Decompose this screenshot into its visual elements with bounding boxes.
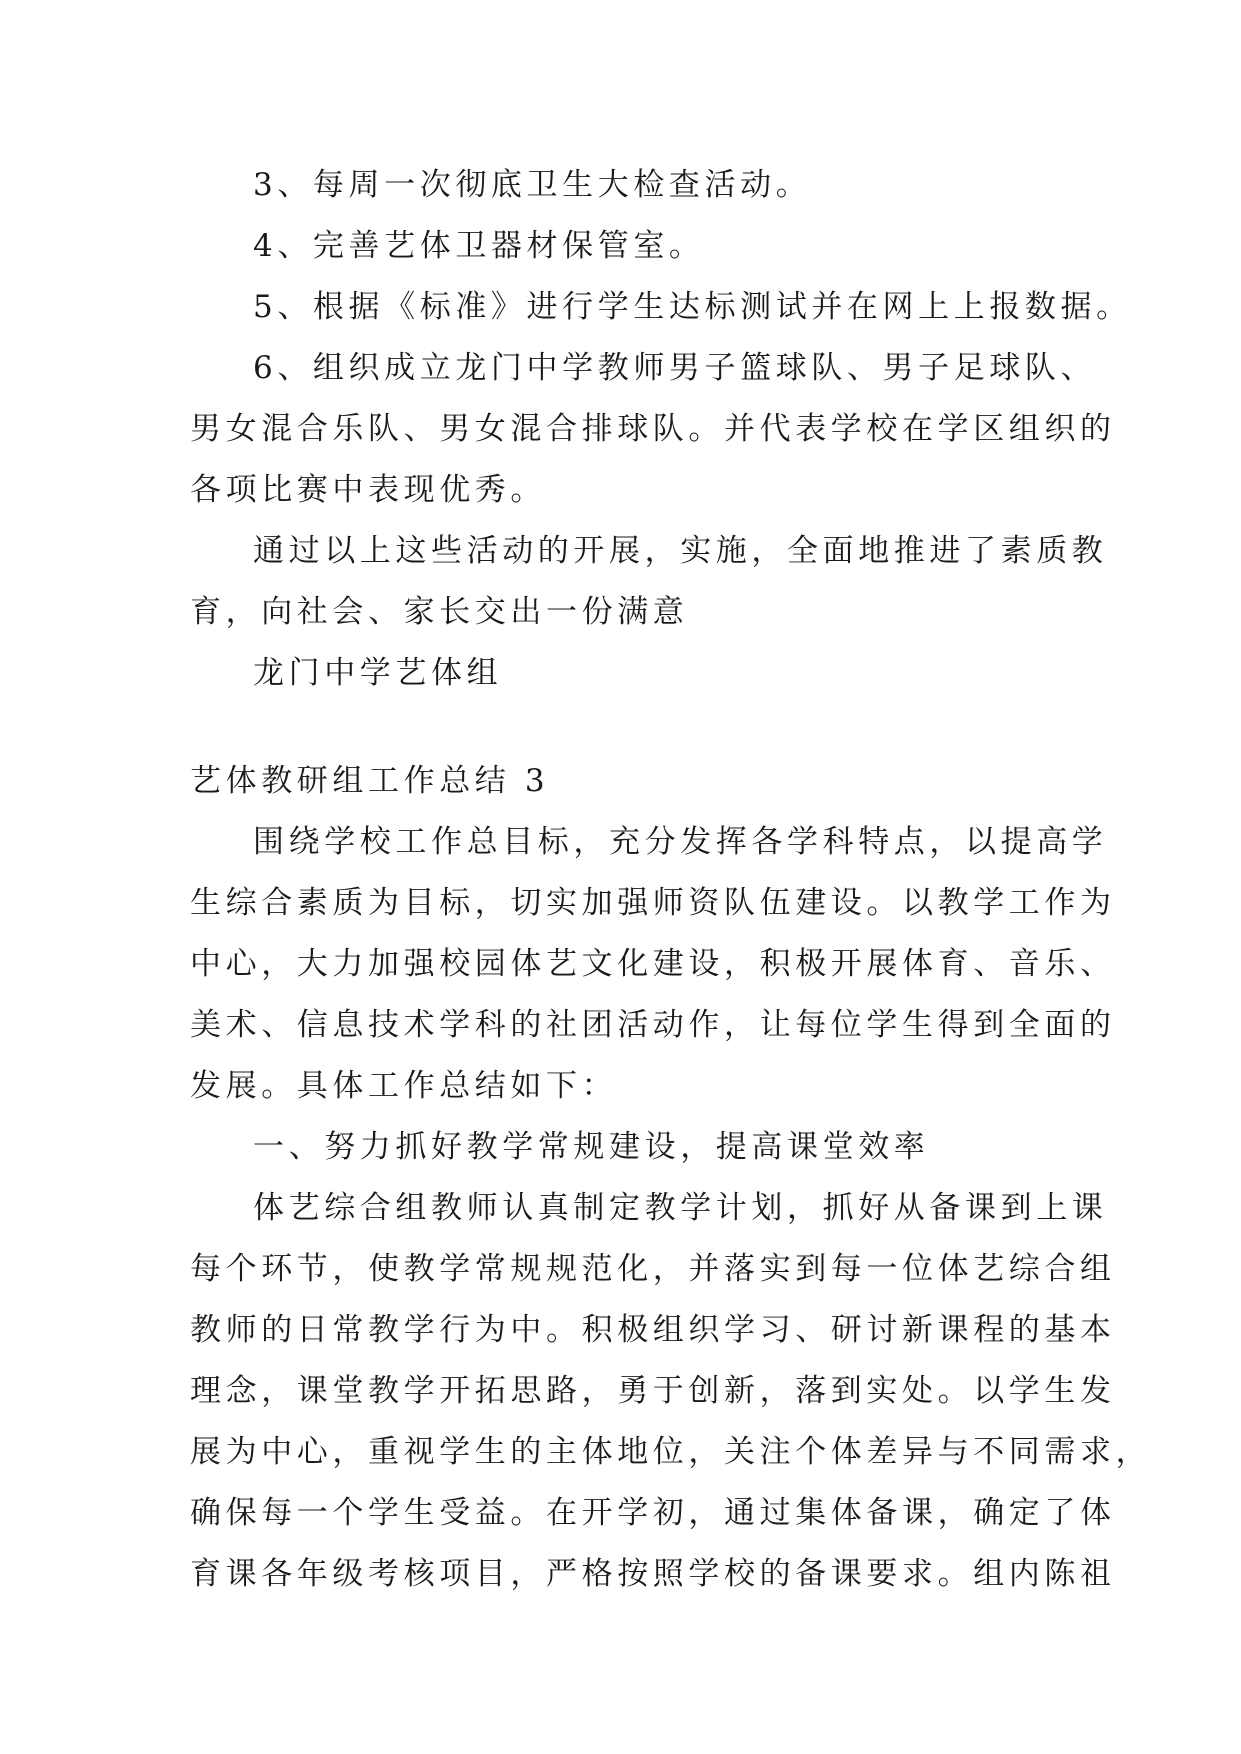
- signature-line: 龙门中学艺体组: [253, 655, 503, 691]
- paragraph-line: 各项比赛中表现优秀。: [190, 472, 546, 508]
- paragraph-line: 体艺综合组教师认真制定教学计划，抓好从备课到上课: [253, 1190, 1108, 1226]
- paragraph-line: 美术、信息技术学科的社团活动作，让每位学生得到全面的: [190, 1007, 1116, 1043]
- list-item-4: 4、完善艺体卫器材保管室。: [253, 228, 705, 264]
- paragraph-line: 育，向社会、家长交出一份满意: [190, 594, 689, 630]
- paragraph-line: 中心，大力加强校园体艺文化建设，积极开展体育、音乐、: [190, 946, 1116, 982]
- paragraph-line: 展为中心，重视学生的主体地位，关注个体差异与不同需求，: [190, 1434, 1152, 1470]
- paragraph-line: 育课各年级考核项目，严格按照学校的备课要求。组内陈祖: [190, 1556, 1116, 1592]
- paragraph-line: 每个环节，使教学常规规范化，并落实到每一位体艺综合组: [190, 1251, 1116, 1287]
- list-item-3: 3、每周一次彻底卫生大检查活动。: [253, 167, 812, 203]
- paragraph-line: 通过以上这些活动的开展，实施，全面地推进了素质教: [253, 533, 1108, 569]
- paragraph-line: 男女混合乐队、男女混合排球队。并代表学校在学区组织的: [190, 411, 1116, 447]
- paragraph-line: 确保每一个学生受益。在开学初，通过集体备课，确定了体: [190, 1495, 1116, 1531]
- paragraph-line: 围绕学校工作总目标，充分发挥各学科特点，以提高学: [253, 824, 1108, 860]
- paragraph-line: 理念，课堂教学开拓思路，勇于创新，落到实处。以学生发: [190, 1373, 1116, 1409]
- section-title: 艺体教研组工作总结 3: [190, 763, 550, 799]
- list-item-5: 5、根据《标准》进行学生达标测试并在网上上报数据。: [253, 289, 1132, 325]
- paragraph-line: 发展。具体工作总结如下：: [190, 1068, 618, 1104]
- subsection-heading: 一、努力抓好教学常规建设，提高课堂效率: [253, 1129, 930, 1165]
- paragraph-line: 生综合素质为目标，切实加强师资队伍建设。以教学工作为: [190, 885, 1116, 921]
- paragraph-line: 教师的日常教学行为中。积极组织学习、研讨新课程的基本: [190, 1312, 1116, 1348]
- list-item-6: 6、组织成立龙门中学教师男子篮球队、男子足球队、: [253, 350, 1097, 386]
